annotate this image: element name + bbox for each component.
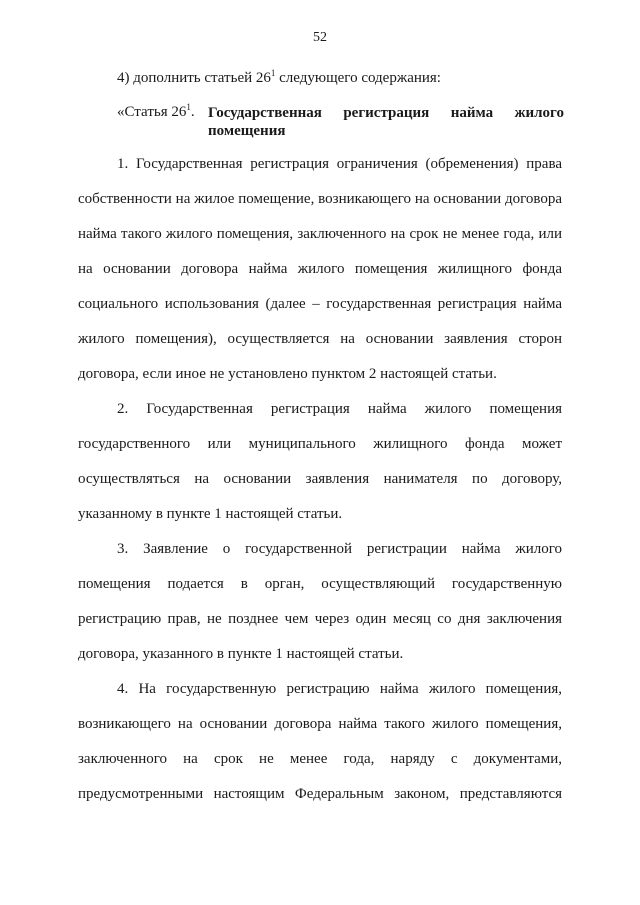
paragraph-4-line-1: 4. На государственную регистрацию найма жилого помещения, (117, 681, 562, 697)
intro-line (117, 69, 441, 87)
paragraph-1-line-7: договора, если иное не установлено пунктом 2 настоящей статьи. (78, 366, 497, 382)
article-heading-prefix (117, 104, 195, 121)
paragraph-3-line-4: договора, указанного в пункте 1 настоящей статьи. (78, 646, 404, 662)
paragraph-1-line-1: 1. Государственная регистрация ограничения (обременения) права (117, 156, 562, 172)
paragraph-2-line-2: государственного или муниципального жилищного фонда может (78, 436, 562, 452)
article-prefix-after: . (190, 104, 195, 120)
page-number: 52 (313, 30, 327, 45)
article-title-line-2: помещения (208, 123, 286, 139)
paragraph-2-line-3: осуществляться на основании заявления нанимателя по договору, (78, 471, 562, 487)
paragraph-4-line-3: заключенного на срок не менее года, наряду с документами, (78, 751, 562, 767)
intro-superscript: 1 (270, 68, 276, 78)
paragraph-3-line-2: помещения подается в орган, осуществляющий государственную (78, 576, 562, 592)
paragraph-3-line-3: регистрацию прав, не позднее чем через один месяц со дня заключения (78, 611, 562, 627)
paragraph-4-line-2: возникающего на основании договора найма такого жилого помещения, (78, 716, 562, 732)
paragraph-1-line-5: социального использования (далее – государственная регистрация найма (78, 296, 562, 312)
article-prefix-superscript: 1 (186, 102, 191, 112)
paragraph-1-line-2: собственности на жилое помещение, возникающего на основании договора (78, 191, 562, 207)
paragraph-1-line-6: жилого помещения), осуществляется на основании заявления сторон (78, 331, 562, 347)
article-prefix-before: «Статья 26 (117, 104, 187, 120)
paragraph-1-line-3: найма такого жилого помещения, заключенного на срок не менее года, или (78, 226, 562, 242)
paragraph-2-line-1: 2. Государственная регистрация найма жилого помещения (117, 401, 562, 417)
intro-text-before: 4) дополнить статьей 26 (117, 70, 271, 86)
intro-text-after: следующего содержания: (275, 70, 441, 86)
paragraph-2-line-4: указанному в пункте 1 настоящей статьи. (78, 506, 343, 522)
article-heading-title (208, 104, 564, 140)
paragraph-3-line-1: 3. Заявление о государственной регистрации найма жилого (117, 541, 562, 557)
paragraph-4-line-4: предусмотренными настоящим Федеральным законом, представляются (78, 786, 562, 802)
paragraph-1-line-4: на основании договора найма жилого помещения жилищного фонда (78, 261, 562, 277)
article-title-line-1: Государственная регистрация найма жилого (208, 105, 564, 121)
